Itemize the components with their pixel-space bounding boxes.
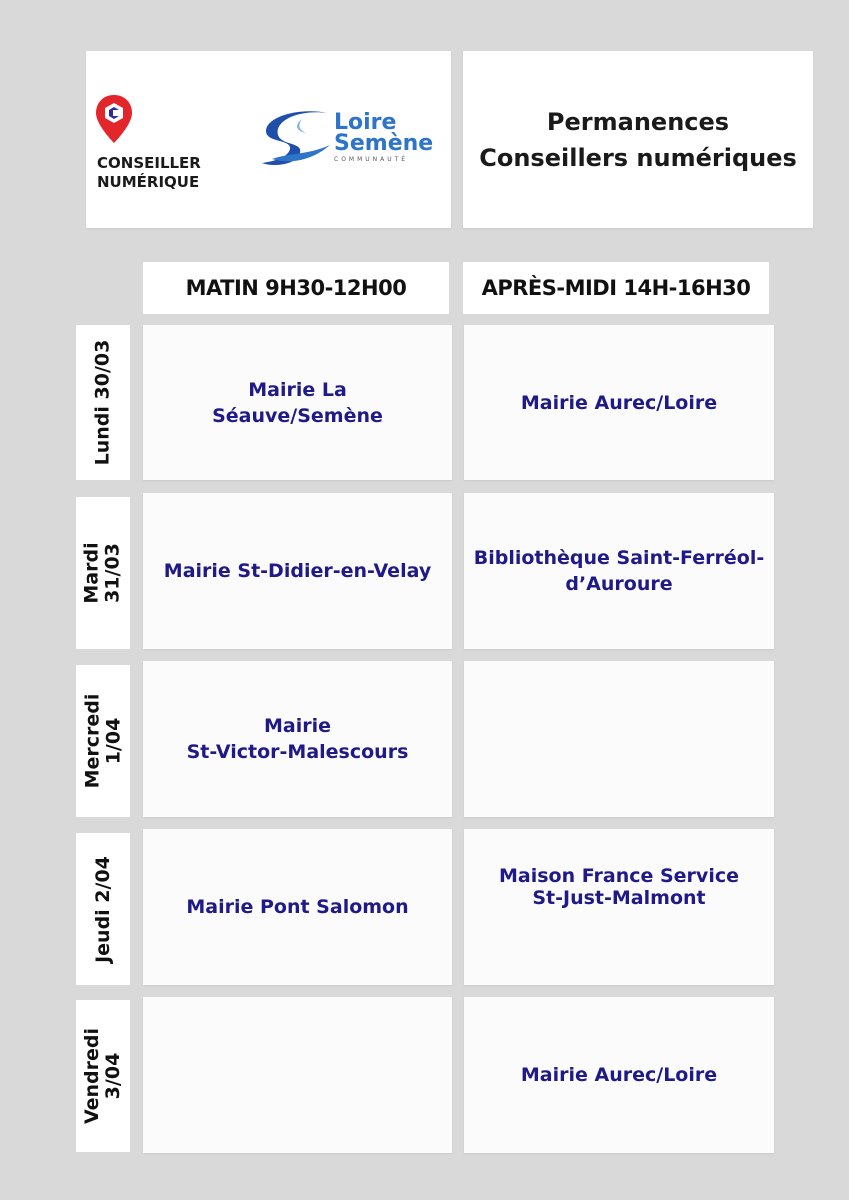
day-tab-mercredi <box>76 665 130 817</box>
loire-semene-swoosh-icon <box>258 109 334 171</box>
day-label: Vendredi 3/04 <box>81 1027 124 1125</box>
wordmark-line-2: NUMÉRIQUE <box>97 173 200 191</box>
cell-text: Mairie La <box>248 378 347 401</box>
title-line-1: Permanences <box>546 107 730 136</box>
day-tab-jeudi <box>76 833 130 985</box>
communaute-label: COMMUNAUTÉ <box>334 156 409 163</box>
title-line-2: Conseillers numériques <box>479 143 797 172</box>
logo-card <box>86 51 451 228</box>
cell-text: Mairie Aurec/Loire <box>520 391 718 414</box>
cell-mercredi-morning <box>143 661 452 817</box>
cell-jeudi-morning <box>143 829 452 985</box>
day-tab-mardi <box>76 497 130 649</box>
column-header-afternoon: APRÈS-MIDI 14H-16H30 <box>463 262 769 314</box>
cell-text: Mairie St-Didier-en-Velay <box>163 560 432 582</box>
cell-text: Maison France Service <box>499 865 739 887</box>
loire-semene-wordmark <box>334 112 433 163</box>
conseiller-numerique-pin-icon <box>94 93 134 151</box>
cell-vendredi-afternoon <box>464 997 774 1153</box>
title-card <box>463 51 813 228</box>
cell-text: d’Auroure <box>565 573 673 595</box>
wordmark-line-1: CONSEILLER <box>97 154 201 172</box>
cell-text: Mairie Aurec/Loire <box>520 1064 718 1086</box>
cell-lundi-morning <box>143 325 452 480</box>
loire-label: Loire <box>334 110 397 135</box>
cell-lundi-afternoon <box>464 325 774 480</box>
cell-mardi-morning <box>143 493 452 649</box>
cell-text: Séauve/Semène <box>212 404 383 427</box>
day-label: Jeudi 2/04 <box>91 855 114 963</box>
day-label: Lundi 30/03 <box>91 339 114 466</box>
cell-mercredi-afternoon <box>464 661 774 817</box>
cell-text: Mairie <box>263 715 331 737</box>
cell-mardi-afternoon <box>464 493 774 649</box>
cell-vendredi-morning <box>143 997 452 1153</box>
day-tab-lundi <box>76 325 130 480</box>
cell-text: St-Just-Malmont <box>532 887 706 909</box>
day-label: Mercredi 1/04 <box>81 693 125 789</box>
cell-text: St-Victor-Malescours <box>186 741 409 763</box>
day-label: Mardi 31/03 <box>81 542 124 604</box>
cell-jeudi-afternoon <box>464 829 774 985</box>
cell-text: Bibliothèque Saint-Ferréol- <box>473 547 765 569</box>
day-tab-vendredi <box>76 1000 130 1152</box>
column-header-morning: MATIN 9H30-12H00 <box>143 262 449 314</box>
conseiller-numerique-wordmark <box>97 154 201 192</box>
cell-text: Mairie Pont Salomon <box>186 896 409 918</box>
semene-label: Semène <box>334 131 434 156</box>
